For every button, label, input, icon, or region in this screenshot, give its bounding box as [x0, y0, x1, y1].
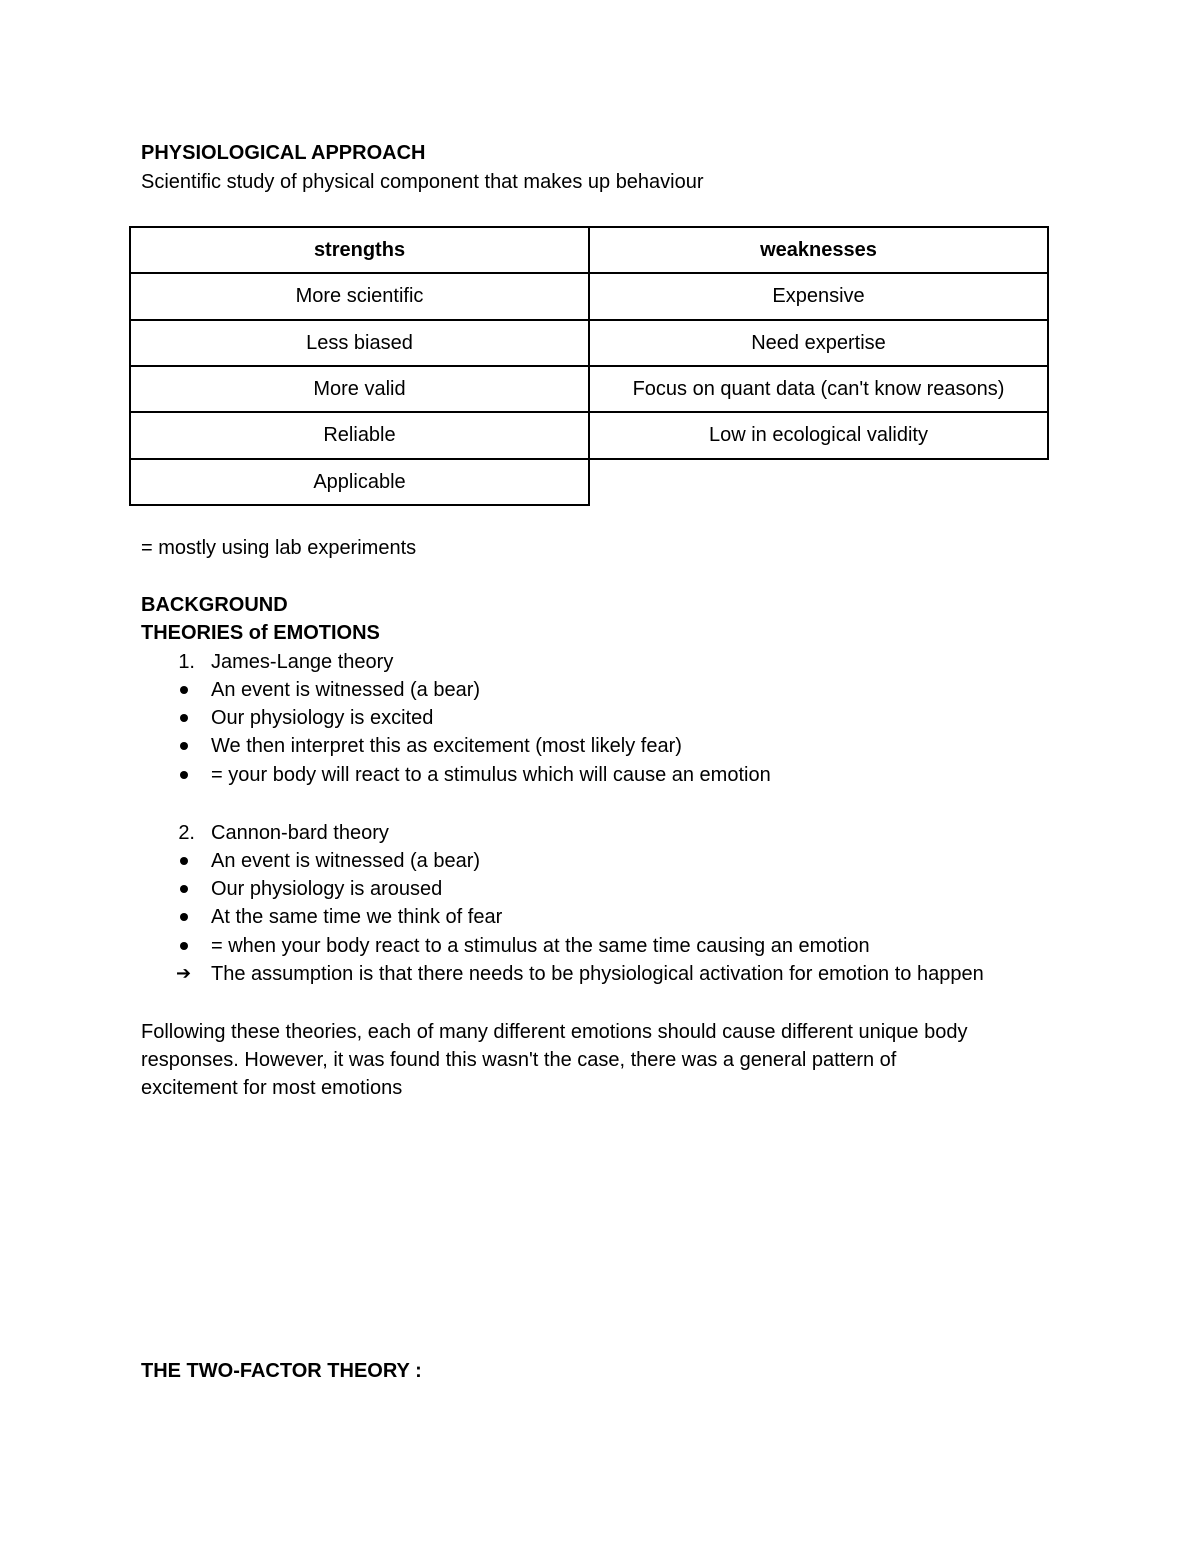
table-cell-weakness: Expensive: [588, 272, 1049, 321]
list-number: 2.: [178, 822, 195, 844]
table-header-strengths: strengths: [129, 226, 590, 274]
table-cell-weakness: Low in ecological validity: [588, 411, 1049, 460]
bullet-icon: [180, 942, 188, 950]
page-subtitle: Scientific study of physical component that makes up behaviour: [141, 171, 704, 193]
list-item: We then interpret this as excitement (most likely fear): [211, 735, 682, 757]
list-number: 1.: [178, 651, 195, 673]
paragraph-line: Following these theories, each of many different emotions should cause different unique body: [141, 1021, 968, 1043]
table-cell-strength: More scientific: [129, 272, 590, 321]
page-title: PHYSIOLOGICAL APPROACH: [141, 142, 426, 164]
bullet-icon: [180, 857, 188, 865]
list-item: Our physiology is aroused: [211, 878, 443, 900]
table-cell-weakness: Need expertise: [588, 319, 1049, 367]
table-cell-strength: Reliable: [129, 411, 590, 460]
theory-name: James-Lange theory: [211, 651, 394, 673]
table-header-weaknesses: weaknesses: [588, 226, 1049, 274]
note-text: = mostly using lab experiments: [141, 537, 417, 559]
list-item: = when your body react to a stimulus at the same time causing an emotion: [211, 935, 870, 957]
bullet-icon: [180, 913, 188, 921]
table-cell-weakness: Focus on quant data (can't know reasons): [588, 365, 1049, 413]
list-item: An event is witnessed (a bear): [211, 850, 481, 872]
table-cell-strength: Less biased: [129, 319, 590, 367]
list-item: The assumption is that there needs to be physiological activation for emotion to happen: [211, 963, 984, 985]
bullet-icon: [180, 885, 188, 893]
background-heading: BACKGROUND: [141, 594, 288, 616]
bullet-icon: [180, 742, 188, 750]
paragraph-line: responses. However, it was found this wasn't the case, there was a general pattern of: [141, 1049, 897, 1071]
theory-name: Cannon-bard theory: [211, 822, 389, 844]
paragraph-line: excitement for most emotions: [141, 1077, 403, 1099]
list-item: An event is witnessed (a bear): [211, 679, 481, 701]
bullet-icon: [180, 686, 188, 694]
table-cell-strength: More valid: [129, 365, 590, 413]
table-cell-strength: Applicable: [129, 458, 590, 506]
two-factor-heading: THE TWO-FACTOR THEORY :: [141, 1360, 422, 1382]
arrow-right-icon: ➔: [176, 963, 192, 984]
list-item: At the same time we think of fear: [211, 906, 503, 928]
bullet-icon: [180, 771, 188, 779]
bullet-icon: [180, 714, 188, 722]
list-item: = your body will react to a stimulus which will cause an emotion: [211, 764, 771, 786]
theories-heading: THEORIES of EMOTIONS: [141, 622, 380, 644]
list-item: Our physiology is excited: [211, 707, 434, 729]
